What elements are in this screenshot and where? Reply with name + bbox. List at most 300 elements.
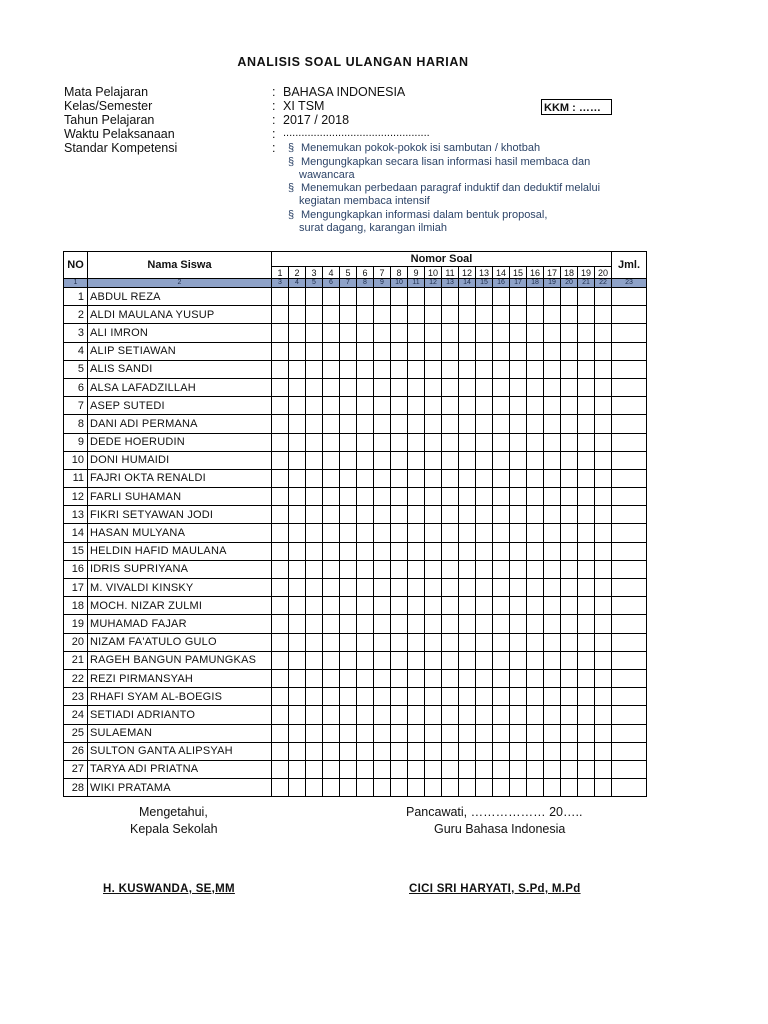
score-cell[interactable] (289, 597, 306, 615)
score-cell[interactable] (374, 633, 391, 651)
score-cell[interactable] (306, 306, 323, 324)
score-cell[interactable] (578, 306, 595, 324)
score-cell[interactable] (476, 779, 493, 797)
score-cell[interactable] (340, 506, 357, 524)
score-cell[interactable] (544, 760, 561, 778)
score-cell[interactable] (578, 615, 595, 633)
score-cell[interactable] (323, 542, 340, 560)
score-cell[interactable] (374, 397, 391, 415)
score-cell[interactable] (408, 615, 425, 633)
score-cell[interactable] (476, 760, 493, 778)
score-cell[interactable] (323, 688, 340, 706)
score-cell[interactable] (510, 779, 527, 797)
score-cell[interactable] (510, 560, 527, 578)
score-cell[interactable] (391, 451, 408, 469)
score-cell[interactable] (595, 342, 612, 360)
score-cell[interactable] (272, 633, 289, 651)
score-cell[interactable] (272, 469, 289, 487)
score-cell[interactable] (527, 342, 544, 360)
score-cell[interactable] (425, 669, 442, 687)
score-cell[interactable] (595, 560, 612, 578)
score-cell[interactable] (459, 451, 476, 469)
score-cell[interactable] (425, 724, 442, 742)
score-cell[interactable] (459, 342, 476, 360)
score-cell[interactable] (442, 688, 459, 706)
score-cell[interactable] (476, 488, 493, 506)
score-cell[interactable] (544, 360, 561, 378)
total-cell[interactable] (612, 579, 647, 597)
score-cell[interactable] (391, 524, 408, 542)
score-cell[interactable] (374, 597, 391, 615)
score-cell[interactable] (561, 688, 578, 706)
score-cell[interactable] (272, 306, 289, 324)
score-cell[interactable] (408, 579, 425, 597)
score-cell[interactable] (544, 288, 561, 306)
score-cell[interactable] (289, 524, 306, 542)
total-cell[interactable] (612, 651, 647, 669)
score-cell[interactable] (442, 378, 459, 396)
score-cell[interactable] (425, 651, 442, 669)
score-cell[interactable] (272, 451, 289, 469)
score-cell[interactable] (425, 306, 442, 324)
score-cell[interactable] (323, 360, 340, 378)
score-cell[interactable] (272, 706, 289, 724)
score-cell[interactable] (476, 524, 493, 542)
score-cell[interactable] (510, 742, 527, 760)
score-cell[interactable] (595, 542, 612, 560)
score-cell[interactable] (561, 633, 578, 651)
score-cell[interactable] (306, 288, 323, 306)
score-cell[interactable] (442, 597, 459, 615)
score-cell[interactable] (289, 306, 306, 324)
score-cell[interactable] (374, 488, 391, 506)
score-cell[interactable] (527, 633, 544, 651)
score-cell[interactable] (357, 469, 374, 487)
score-cell[interactable] (272, 288, 289, 306)
score-cell[interactable] (578, 779, 595, 797)
total-cell[interactable] (612, 615, 647, 633)
score-cell[interactable] (544, 724, 561, 742)
score-cell[interactable] (425, 542, 442, 560)
total-cell[interactable] (612, 597, 647, 615)
score-cell[interactable] (374, 506, 391, 524)
score-cell[interactable] (544, 542, 561, 560)
score-cell[interactable] (442, 342, 459, 360)
score-cell[interactable] (595, 651, 612, 669)
score-cell[interactable] (289, 579, 306, 597)
score-cell[interactable] (459, 724, 476, 742)
score-cell[interactable] (272, 415, 289, 433)
score-cell[interactable] (289, 706, 306, 724)
score-cell[interactable] (493, 378, 510, 396)
score-cell[interactable] (459, 306, 476, 324)
score-cell[interactable] (391, 651, 408, 669)
score-cell[interactable] (476, 669, 493, 687)
score-cell[interactable] (476, 651, 493, 669)
score-cell[interactable] (306, 542, 323, 560)
score-cell[interactable] (595, 397, 612, 415)
score-cell[interactable] (425, 615, 442, 633)
score-cell[interactable] (289, 360, 306, 378)
score-cell[interactable] (544, 524, 561, 542)
score-cell[interactable] (306, 415, 323, 433)
score-cell[interactable] (476, 306, 493, 324)
score-cell[interactable] (272, 615, 289, 633)
score-cell[interactable] (561, 560, 578, 578)
score-cell[interactable] (306, 724, 323, 742)
score-cell[interactable] (323, 397, 340, 415)
score-cell[interactable] (408, 688, 425, 706)
score-cell[interactable] (527, 706, 544, 724)
score-cell[interactable] (408, 397, 425, 415)
score-cell[interactable] (340, 306, 357, 324)
score-cell[interactable] (493, 651, 510, 669)
score-cell[interactable] (476, 378, 493, 396)
score-cell[interactable] (340, 724, 357, 742)
score-cell[interactable] (272, 542, 289, 560)
score-cell[interactable] (323, 488, 340, 506)
score-cell[interactable] (459, 779, 476, 797)
score-cell[interactable] (493, 451, 510, 469)
score-cell[interactable] (323, 342, 340, 360)
score-cell[interactable] (527, 724, 544, 742)
score-cell[interactable] (595, 779, 612, 797)
score-cell[interactable] (561, 469, 578, 487)
total-cell[interactable] (612, 360, 647, 378)
score-cell[interactable] (425, 397, 442, 415)
score-cell[interactable] (425, 742, 442, 760)
score-cell[interactable] (272, 597, 289, 615)
score-cell[interactable] (493, 342, 510, 360)
score-cell[interactable] (306, 560, 323, 578)
score-cell[interactable] (510, 688, 527, 706)
score-cell[interactable] (510, 397, 527, 415)
score-cell[interactable] (476, 597, 493, 615)
score-cell[interactable] (391, 306, 408, 324)
score-cell[interactable] (544, 378, 561, 396)
score-cell[interactable] (306, 615, 323, 633)
score-cell[interactable] (306, 397, 323, 415)
score-cell[interactable] (578, 433, 595, 451)
score-cell[interactable] (289, 433, 306, 451)
total-cell[interactable] (612, 288, 647, 306)
score-cell[interactable] (527, 560, 544, 578)
score-cell[interactable] (374, 415, 391, 433)
total-cell[interactable] (612, 633, 647, 651)
score-cell[interactable] (476, 324, 493, 342)
score-cell[interactable] (459, 579, 476, 597)
score-cell[interactable] (578, 469, 595, 487)
score-cell[interactable] (408, 469, 425, 487)
score-cell[interactable] (544, 688, 561, 706)
score-cell[interactable] (306, 760, 323, 778)
score-cell[interactable] (578, 669, 595, 687)
score-cell[interactable] (289, 324, 306, 342)
score-cell[interactable] (408, 633, 425, 651)
score-cell[interactable] (459, 360, 476, 378)
score-cell[interactable] (442, 306, 459, 324)
score-cell[interactable] (391, 488, 408, 506)
score-cell[interactable] (425, 688, 442, 706)
total-cell[interactable] (612, 506, 647, 524)
score-cell[interactable] (595, 579, 612, 597)
score-cell[interactable] (289, 688, 306, 706)
score-cell[interactable] (425, 560, 442, 578)
score-cell[interactable] (374, 669, 391, 687)
score-cell[interactable] (561, 324, 578, 342)
score-cell[interactable] (408, 324, 425, 342)
score-cell[interactable] (476, 469, 493, 487)
score-cell[interactable] (374, 433, 391, 451)
score-cell[interactable] (357, 506, 374, 524)
score-cell[interactable] (340, 433, 357, 451)
score-cell[interactable] (374, 524, 391, 542)
score-cell[interactable] (561, 524, 578, 542)
score-cell[interactable] (544, 324, 561, 342)
score-cell[interactable] (527, 669, 544, 687)
score-cell[interactable] (510, 488, 527, 506)
score-cell[interactable] (357, 724, 374, 742)
score-cell[interactable] (306, 433, 323, 451)
score-cell[interactable] (442, 397, 459, 415)
score-cell[interactable] (408, 342, 425, 360)
score-cell[interactable] (544, 506, 561, 524)
score-cell[interactable] (595, 760, 612, 778)
score-cell[interactable] (289, 651, 306, 669)
score-cell[interactable] (323, 579, 340, 597)
score-cell[interactable] (425, 360, 442, 378)
score-cell[interactable] (357, 597, 374, 615)
score-cell[interactable] (374, 542, 391, 560)
total-cell[interactable] (612, 378, 647, 396)
score-cell[interactable] (272, 524, 289, 542)
score-cell[interactable] (425, 597, 442, 615)
score-cell[interactable] (578, 324, 595, 342)
score-cell[interactable] (578, 706, 595, 724)
score-cell[interactable] (289, 633, 306, 651)
score-cell[interactable] (561, 779, 578, 797)
score-cell[interactable] (527, 288, 544, 306)
score-cell[interactable] (527, 524, 544, 542)
score-cell[interactable] (459, 524, 476, 542)
score-cell[interactable] (510, 633, 527, 651)
score-cell[interactable] (476, 560, 493, 578)
score-cell[interactable] (595, 597, 612, 615)
score-cell[interactable] (595, 633, 612, 651)
score-cell[interactable] (391, 378, 408, 396)
score-cell[interactable] (459, 433, 476, 451)
score-cell[interactable] (391, 324, 408, 342)
score-cell[interactable] (289, 506, 306, 524)
score-cell[interactable] (408, 306, 425, 324)
score-cell[interactable] (391, 779, 408, 797)
score-cell[interactable] (578, 506, 595, 524)
score-cell[interactable] (272, 342, 289, 360)
score-cell[interactable] (527, 306, 544, 324)
score-cell[interactable] (561, 288, 578, 306)
score-cell[interactable] (340, 288, 357, 306)
score-cell[interactable] (289, 288, 306, 306)
score-cell[interactable] (391, 597, 408, 615)
score-cell[interactable] (357, 560, 374, 578)
score-cell[interactable] (408, 742, 425, 760)
score-cell[interactable] (374, 651, 391, 669)
score-cell[interactable] (272, 688, 289, 706)
score-cell[interactable] (578, 524, 595, 542)
score-cell[interactable] (340, 324, 357, 342)
score-cell[interactable] (425, 433, 442, 451)
score-cell[interactable] (374, 760, 391, 778)
score-cell[interactable] (561, 597, 578, 615)
score-cell[interactable] (425, 760, 442, 778)
score-cell[interactable] (544, 397, 561, 415)
score-cell[interactable] (595, 669, 612, 687)
score-cell[interactable] (425, 469, 442, 487)
score-cell[interactable] (561, 706, 578, 724)
score-cell[interactable] (374, 288, 391, 306)
score-cell[interactable] (374, 579, 391, 597)
score-cell[interactable] (340, 779, 357, 797)
score-cell[interactable] (272, 324, 289, 342)
score-cell[interactable] (391, 560, 408, 578)
total-cell[interactable] (612, 742, 647, 760)
score-cell[interactable] (459, 469, 476, 487)
score-cell[interactable] (306, 506, 323, 524)
score-cell[interactable] (357, 779, 374, 797)
score-cell[interactable] (425, 488, 442, 506)
score-cell[interactable] (578, 724, 595, 742)
score-cell[interactable] (544, 451, 561, 469)
total-cell[interactable] (612, 706, 647, 724)
score-cell[interactable] (510, 306, 527, 324)
score-cell[interactable] (510, 433, 527, 451)
score-cell[interactable] (425, 451, 442, 469)
score-cell[interactable] (561, 669, 578, 687)
score-cell[interactable] (408, 506, 425, 524)
score-cell[interactable] (476, 542, 493, 560)
score-cell[interactable] (357, 542, 374, 560)
score-cell[interactable] (510, 669, 527, 687)
score-cell[interactable] (408, 524, 425, 542)
score-cell[interactable] (459, 688, 476, 706)
score-cell[interactable] (476, 506, 493, 524)
score-cell[interactable] (442, 288, 459, 306)
score-cell[interactable] (357, 306, 374, 324)
score-cell[interactable] (357, 360, 374, 378)
score-cell[interactable] (578, 651, 595, 669)
total-cell[interactable] (612, 560, 647, 578)
score-cell[interactable] (561, 542, 578, 560)
score-cell[interactable] (408, 597, 425, 615)
score-cell[interactable] (289, 451, 306, 469)
score-cell[interactable] (323, 469, 340, 487)
total-cell[interactable] (612, 779, 647, 797)
score-cell[interactable] (595, 469, 612, 487)
score-cell[interactable] (493, 669, 510, 687)
total-cell[interactable] (612, 415, 647, 433)
score-cell[interactable] (578, 360, 595, 378)
score-cell[interactable] (340, 579, 357, 597)
score-cell[interactable] (493, 488, 510, 506)
score-cell[interactable] (272, 378, 289, 396)
score-cell[interactable] (493, 779, 510, 797)
score-cell[interactable] (595, 306, 612, 324)
score-cell[interactable] (527, 597, 544, 615)
score-cell[interactable] (544, 615, 561, 633)
score-cell[interactable] (323, 451, 340, 469)
score-cell[interactable] (561, 342, 578, 360)
score-cell[interactable] (408, 488, 425, 506)
score-cell[interactable] (561, 615, 578, 633)
score-cell[interactable] (408, 560, 425, 578)
score-cell[interactable] (476, 360, 493, 378)
score-cell[interactable] (374, 560, 391, 578)
score-cell[interactable] (374, 360, 391, 378)
score-cell[interactable] (408, 451, 425, 469)
score-cell[interactable] (357, 579, 374, 597)
score-cell[interactable] (442, 469, 459, 487)
score-cell[interactable] (323, 506, 340, 524)
score-cell[interactable] (527, 469, 544, 487)
score-cell[interactable] (272, 760, 289, 778)
score-cell[interactable] (289, 742, 306, 760)
score-cell[interactable] (476, 688, 493, 706)
score-cell[interactable] (340, 524, 357, 542)
score-cell[interactable] (442, 579, 459, 597)
score-cell[interactable] (510, 324, 527, 342)
score-cell[interactable] (442, 724, 459, 742)
score-cell[interactable] (527, 324, 544, 342)
score-cell[interactable] (306, 597, 323, 615)
score-cell[interactable] (544, 342, 561, 360)
score-cell[interactable] (374, 378, 391, 396)
score-cell[interactable] (459, 597, 476, 615)
score-cell[interactable] (357, 397, 374, 415)
score-cell[interactable] (306, 669, 323, 687)
score-cell[interactable] (527, 506, 544, 524)
score-cell[interactable] (289, 724, 306, 742)
score-cell[interactable] (595, 615, 612, 633)
score-cell[interactable] (578, 342, 595, 360)
total-cell[interactable] (612, 760, 647, 778)
score-cell[interactable] (425, 415, 442, 433)
score-cell[interactable] (561, 651, 578, 669)
score-cell[interactable] (323, 560, 340, 578)
score-cell[interactable] (493, 524, 510, 542)
score-cell[interactable] (510, 378, 527, 396)
score-cell[interactable] (527, 779, 544, 797)
score-cell[interactable] (561, 378, 578, 396)
score-cell[interactable] (357, 488, 374, 506)
score-cell[interactable] (357, 433, 374, 451)
score-cell[interactable] (544, 579, 561, 597)
score-cell[interactable] (510, 579, 527, 597)
score-cell[interactable] (476, 633, 493, 651)
score-cell[interactable] (578, 579, 595, 597)
score-cell[interactable] (374, 342, 391, 360)
score-cell[interactable] (374, 451, 391, 469)
score-cell[interactable] (595, 415, 612, 433)
score-cell[interactable] (493, 633, 510, 651)
score-cell[interactable] (272, 360, 289, 378)
score-cell[interactable] (459, 760, 476, 778)
score-cell[interactable] (544, 597, 561, 615)
score-cell[interactable] (442, 542, 459, 560)
score-cell[interactable] (391, 706, 408, 724)
score-cell[interactable] (272, 651, 289, 669)
score-cell[interactable] (306, 579, 323, 597)
score-cell[interactable] (527, 415, 544, 433)
